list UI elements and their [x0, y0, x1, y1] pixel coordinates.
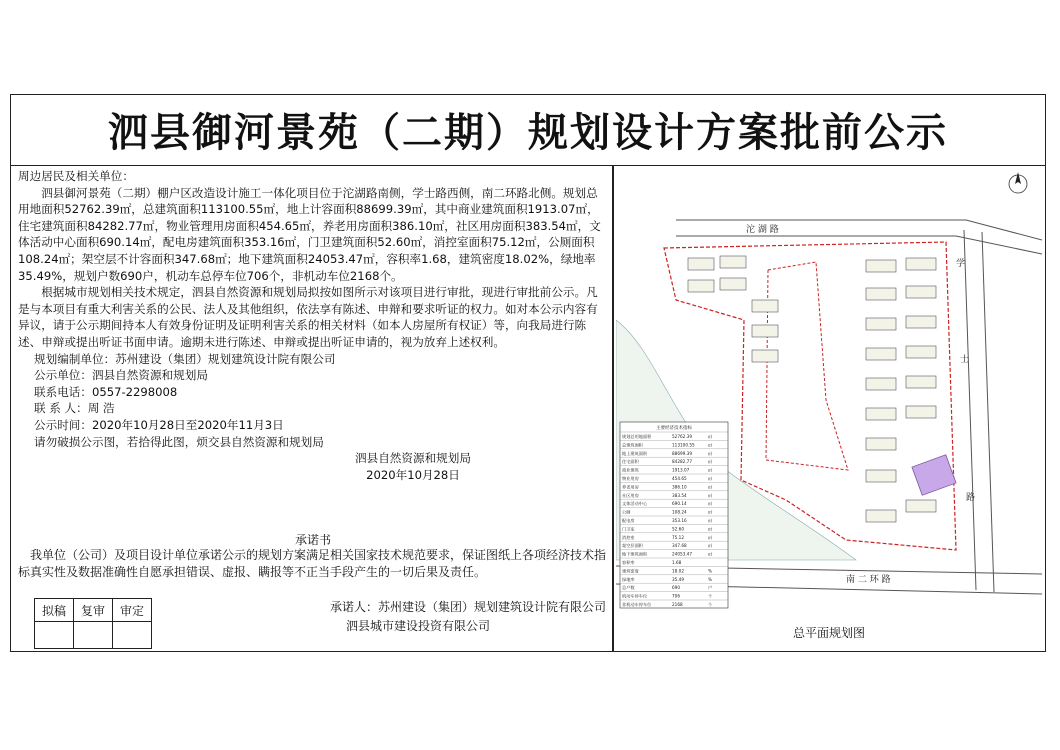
table-cell: 地上建筑面积	[622, 450, 648, 456]
table-cell: 养老用房	[622, 484, 639, 490]
review-header-approve: 审定	[113, 599, 152, 622]
table-cell: 架空层面积	[622, 543, 643, 549]
table-cell: 公厕	[622, 509, 631, 515]
table-cell: 690	[672, 585, 680, 591]
table-cell: 地下建筑面积	[622, 551, 648, 557]
table-cell: 个	[708, 593, 713, 599]
review-table	[34, 598, 152, 649]
table-cell: 个	[708, 602, 713, 607]
table-cell: 24053.47	[672, 551, 692, 557]
table-cell: %	[708, 568, 712, 574]
table-cell: 门卫室	[622, 526, 635, 532]
table-cell: 建筑密度	[622, 568, 639, 574]
publisher: 公示单位：泗县自然资源和规划局	[34, 368, 208, 383]
pledge-title: 承诺书	[294, 533, 331, 547]
road-label-south: 南 二 环 路	[846, 575, 891, 585]
table-cell: 住宅面积	[622, 459, 639, 465]
table-cell: ㎡	[708, 492, 713, 498]
table-cell: 物业用房	[622, 476, 639, 481]
table-cell: 454.65	[672, 476, 687, 481]
table-cell: 机动车停车位	[622, 593, 648, 599]
table-cell: 规划总用地面积	[622, 434, 652, 439]
map-label: 总平面规划图	[792, 626, 865, 640]
table-cell: ㎡	[708, 450, 713, 456]
indicator-table-title: 主要经济技术指标	[656, 426, 692, 431]
notice-period: 公示时间：2020年10月28日至2020年11月3日	[34, 417, 284, 432]
table-cell: ㎡	[708, 501, 713, 507]
table-cell: ㎡	[708, 526, 713, 532]
table-cell: 108.24	[672, 509, 687, 515]
table-cell: 35.49	[672, 576, 684, 582]
contact-phone: 联系电话：0557-2298008	[34, 384, 178, 399]
table-cell: 户	[708, 585, 713, 591]
review-statement: 根据城市规划相关技术规定，泗县自然资源和规划局拟按如图所示对该项目进行审批，现进行审批前公示。凡是与本项目有重大利害关系的公民、法人及其他组织，依法享有陈述、申辩和要求听证的权力。如对本公示内容有异议，请于公示期间持本人有效身份证明及证明利害关系的相关材料（如本人房屋所有权证）等，向我局进行陈述、申辩或提出听证书面申请。逾期未进行陈述、申辩或提出听证申请的，视为放弃上述权利。	[18, 285, 598, 349]
indicator-table	[620, 422, 728, 608]
road-label-east-1: 学	[956, 259, 966, 269]
table-cell: 容积率	[622, 560, 635, 565]
table-cell: ㎡	[708, 543, 713, 549]
table-cell: 353.16	[672, 518, 687, 523]
table-cell: ㎡	[708, 484, 713, 490]
table-cell: 1913.07	[672, 467, 690, 473]
table-cell: 113100.55	[672, 442, 695, 448]
table-cell: 347.68	[672, 543, 687, 549]
project-description: 泗县御河景苑（二期）棚户区改造设计施工一体化项目位于沱湖路南侧，学士路西侧，南二环路北侧。规划总用地面积52762.39㎡，总建筑面积113100.55㎡，地上计容面积88699.39㎡，其中商业建筑面积1913.07㎡，住宅建筑面积84282.77㎡，物业管理用房面积454.65㎡，养老用房面积386.10㎡，社区用房面积383.54㎡，文体活动中心面积690.14㎡，配电房建筑面积353.16㎡，门卫建筑面积52.60㎡，消控室面积75.12㎡，公厕面积108.24㎡；架空层不计容面积347.68㎡；地下建筑面积24053.47㎡，容积率1.68，建筑密度18.02%，绿地率35.49%，规划户数690户，机动车总停车位706个，非机动车位2168个。	[18, 185, 601, 283]
table-cell: 18.02	[672, 568, 684, 574]
table-cell: 非机动车停车位	[622, 602, 652, 607]
review-cell	[113, 622, 152, 649]
signature-date: 2020年10月28日	[366, 467, 460, 482]
table-cell: 总户数	[622, 585, 635, 591]
table-cell: ㎡	[708, 518, 713, 523]
table-cell: ㎡	[708, 459, 713, 465]
contact-person: 联 系 人：周 浩	[34, 401, 115, 416]
promisor-block	[330, 598, 606, 636]
table-cell: ㎡	[708, 442, 713, 448]
page-title: 泗县御河景苑（二期）规划设计方案批前公示	[10, 94, 1046, 166]
table-cell: 绿地率	[622, 576, 635, 582]
road-label-east-2: 士	[960, 355, 970, 365]
table-cell: 2168	[672, 602, 683, 607]
table-cell: ㎡	[708, 467, 713, 473]
table-cell: 消控室	[622, 534, 635, 540]
road-label-east-3: 路	[966, 493, 976, 503]
review-header-recheck: 复审	[74, 599, 113, 622]
table-cell: 52.60	[672, 526, 684, 532]
warning-text: 请勿破损公示图，若拾得此图，烦交县自然资源和规划局	[34, 434, 324, 449]
table-cell: 1.68	[672, 560, 682, 565]
table-cell: ㎡	[708, 534, 713, 540]
promisor-2: 泗县城市建设投资有限公司	[346, 619, 491, 633]
review-cell	[35, 622, 74, 649]
pledge-text: 我单位（公司）及项目设计单位承诺公示的规划方案满足相关国家技术规范要求，保证图纸上各项经济技术指标真实性及数据准确性自愿承担错误、虚报、瞒报等不正当手段产生的一切后果及责任。	[18, 548, 607, 579]
greeting: 周边居民及相关单位：	[18, 169, 134, 183]
table-cell: 386.10	[672, 484, 687, 490]
table-cell: 75.12	[672, 534, 684, 540]
road-label-north: 沱 湖 路	[746, 225, 779, 235]
table-cell: 84282.77	[672, 459, 692, 465]
table-cell: ㎡	[708, 434, 713, 439]
review-header-draft: 拟稿	[35, 599, 74, 622]
site-plan-map	[616, 170, 1042, 618]
table-cell: %	[708, 576, 712, 582]
table-cell: 690.14	[672, 501, 687, 507]
table-cell: 52762.39	[672, 434, 692, 439]
table-cell: ㎡	[708, 509, 713, 515]
table-cell: 706	[672, 593, 680, 599]
signature-org: 泗县自然资源和规划局	[355, 451, 471, 466]
table-cell: ㎡	[708, 551, 713, 557]
table-cell: 总建筑面积	[622, 442, 643, 448]
table-cell: 383.54	[672, 492, 687, 498]
table-cell: 社区用房	[622, 492, 639, 498]
table-cell: 88699.39	[672, 450, 692, 456]
table-cell: 文体活动中心	[622, 501, 648, 507]
table-cell: 配电房	[622, 518, 635, 523]
table-cell: 商业建筑	[622, 467, 639, 473]
notice-text	[18, 168, 608, 483]
table-cell: ㎡	[708, 476, 713, 481]
column-divider	[612, 166, 614, 652]
review-cell	[74, 622, 113, 649]
promisor-1: 承诺人：苏州建设（集团）规划建筑设计院有限公司	[330, 600, 607, 614]
design-unit: 规划编制单位：苏州建设（集团）规划建筑设计院有限公司	[34, 351, 336, 366]
